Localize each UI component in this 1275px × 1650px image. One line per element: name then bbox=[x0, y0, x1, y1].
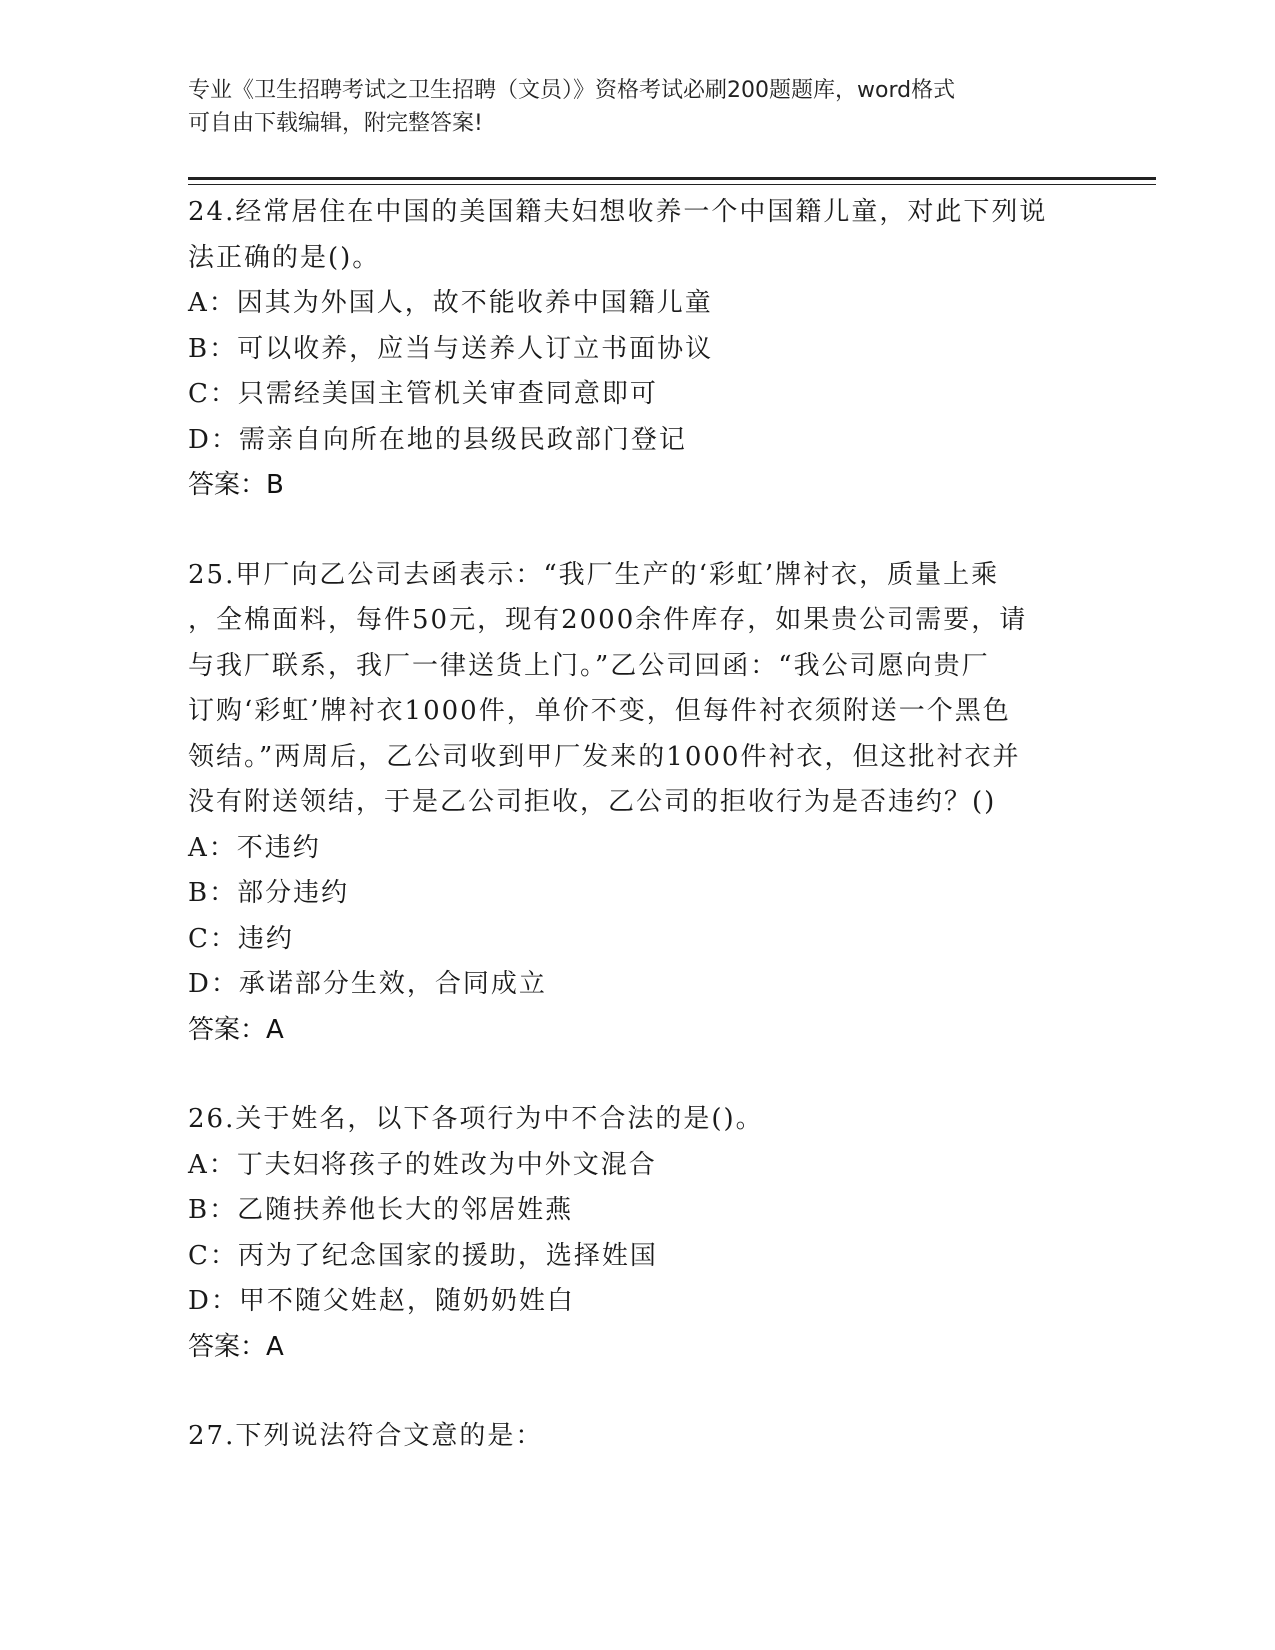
option-a: A：因其为外国人，故不能收养中国籍儿童 bbox=[188, 288, 713, 318]
option-b: B：部分违约 bbox=[188, 878, 350, 908]
question-text-line: 25.甲厂向乙公司去函表示：“我厂生产的‘彩虹’牌衬衣，质量上乘 bbox=[188, 559, 1000, 590]
answer-label: 答案：A bbox=[188, 1331, 284, 1362]
question-text-line: 26.关于姓名，以下各项行为中不合法的是()。 bbox=[188, 1104, 764, 1134]
answer-label: 答案：B bbox=[188, 470, 284, 500]
question-text-line: 法正确的是()。 bbox=[188, 242, 381, 273]
question-text-line: 订购‘彩虹’牌衬衣1000件，单价不变，但每件衬衣须附送一个黑色 bbox=[188, 696, 1011, 726]
option-c: C：只需经美国主管机关审查同意即可 bbox=[188, 379, 658, 409]
header-divider-thick bbox=[188, 177, 1156, 180]
option-a: A：丁夫妇将孩子的姓改为中外文混合 bbox=[188, 1149, 657, 1180]
question-24 bbox=[188, 190, 1088, 509]
question-26 bbox=[188, 1097, 1088, 1370]
option-d: D：甲不随父姓赵，随奶奶姓白 bbox=[188, 1286, 575, 1316]
question-text-line: 领结。”两周后，乙公司收到甲厂发来的1000件衬衣，但这批衬衣并 bbox=[188, 741, 1021, 772]
question-text-line: 与我厂联系，我厂一律送货上门。”乙公司回函：“我公司愿向贵厂 bbox=[188, 650, 990, 681]
question-text-line: 24.经常居住在中国的美国籍夫妇想收养一个中国籍儿童，对此下列说 bbox=[188, 197, 1048, 227]
option-a: A：不违约 bbox=[188, 832, 321, 863]
header-divider-thin bbox=[188, 184, 1156, 185]
header-line-1: 专业《卫生招聘考试之卫生招聘（文员）》资格考试必刷200题题库，word格式 bbox=[188, 78, 956, 103]
option-d: D：需亲自向所在地的县级民政部门登记 bbox=[188, 424, 687, 455]
option-c: C：丙为了纪念国家的援助，选择姓国 bbox=[188, 1240, 658, 1271]
question-27 bbox=[188, 1414, 1088, 1460]
option-c: C：违约 bbox=[188, 923, 294, 954]
document-header bbox=[188, 74, 1088, 140]
header-line-2: 可自由下载编辑，附完整答案! bbox=[188, 111, 483, 136]
question-text-line: ，全棉面料，每件50元，现有2000余件库存，如果贵公司需要，请 bbox=[188, 605, 1028, 635]
option-b: B：可以收养，应当与送养人订立书面协议 bbox=[188, 333, 714, 364]
answer-label: 答案：A bbox=[188, 1014, 284, 1045]
question-text-line: 27.下列说法符合文意的是： bbox=[188, 1421, 544, 1451]
question-list bbox=[188, 190, 1088, 1504]
option-b: B：乙随扶养他长大的邻居姓燕 bbox=[188, 1195, 574, 1225]
question-text-line: 没有附送领结，于是乙公司拒收，乙公司的拒收行为是否违约？() bbox=[188, 787, 997, 817]
question-25 bbox=[188, 553, 1088, 1054]
option-d: D：承诺部分生效，合同成立 bbox=[188, 969, 547, 999]
